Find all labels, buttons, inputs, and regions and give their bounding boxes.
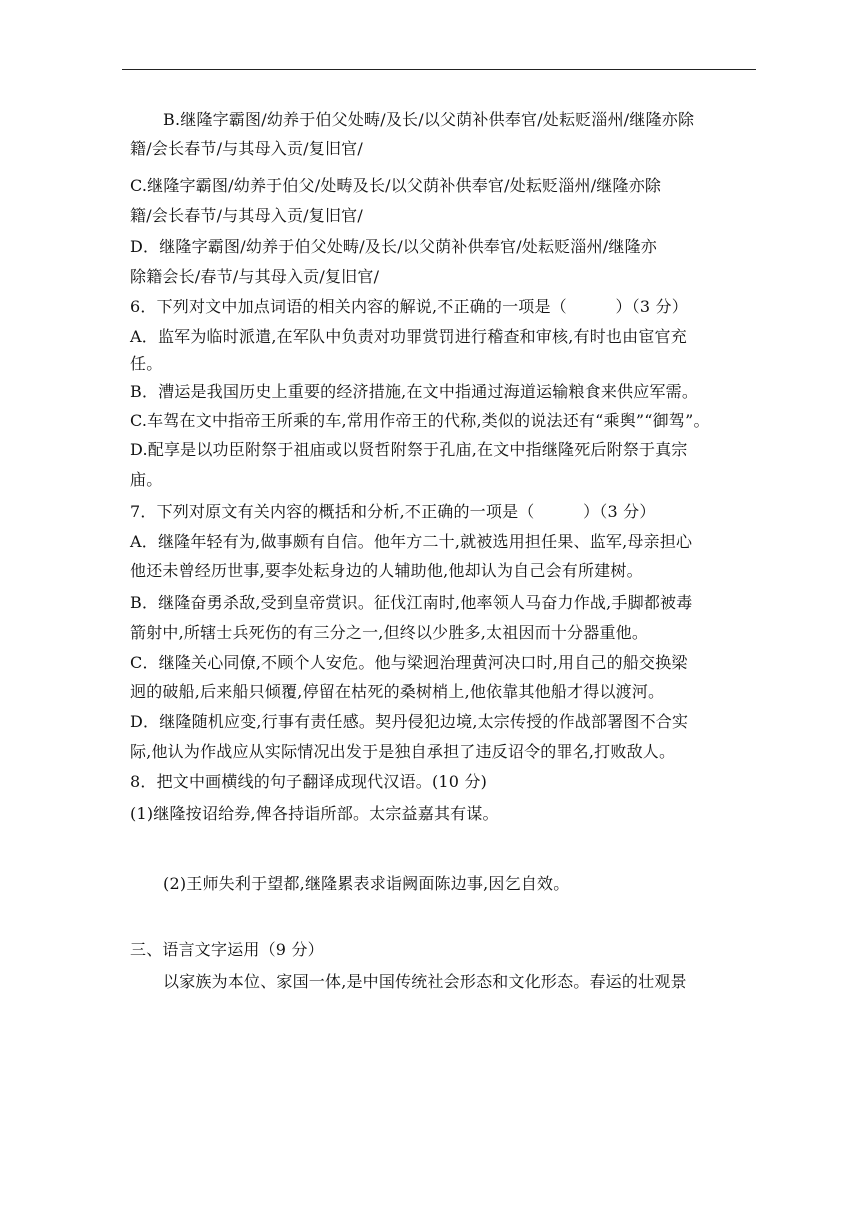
question-6-stem: 6．下列对文中加点词语的相关内容的解说,不正确的一项是（ ）（3 分） [130,297,688,316]
section-3-heading: 三、语言文字运用（9 分） [130,940,324,959]
q6-option-c: C.车驾在文中指帝王所乘的车,常用作帝王的代称,类似的说法还有“乘舆”“御驾”。 [130,411,710,430]
q7-option-b-line-1: B．继隆奋勇杀敌,受到皇帝赏识。征伐江南时,他率领人马奋力作战,手脚都被毒 [130,593,693,612]
q7-option-c-line-2: 迥的破船,后来船只倾覆,停留在枯死的桑树梢上,他依靠其他船才得以渡河。 [130,682,665,701]
q8-sentence-2: (2)王师失利于望都,继隆累表求诣阙面陈边事,因乞自效。 [163,874,570,893]
q7-option-a-line-2: 他还未曾经历世事,要李处耘身边的人辅助他,他却认为自己会有所建树。 [130,561,643,580]
question-7-stem: 7．下列对原文有关内容的概括和分析,不正确的一项是（ ）（3 分） [130,502,656,521]
option-b-line-2: 籍/会长春节/与其母入贡/复旧官/ [130,139,363,158]
section-3-passage-line-1: 以家族为本位、家国一体,是中国传统社会形态和文化形态。春运的壮观景 [163,972,687,991]
option-d-line-1: D．继隆字霸图/幼养于伯父处畴/及长/以父荫补供奉官/处耘贬淄州/继隆亦 [130,237,657,256]
header-rule [122,69,756,70]
q6-option-d-line-1: D.配享是以功臣附祭于祖庙或以贤哲附祭于孔庙,在文中指继隆死后附祭于真宗 [130,440,688,459]
q6-option-b: B．漕运是我国历史上重要的经济措施,在文中指通过海道运输粮食来供应军需。 [130,382,699,401]
q7-option-d-line-1: D．继隆随机应变,行事有责任感。契丹侵犯边境,太宗传授的作战部署图不合实 [130,712,689,731]
q6-option-a-line-1: A．监军为临时派遣,在军队中负责对功罪赏罚进行稽查和审核,有时也由宦官充 [130,327,687,346]
option-c-line-2: 籍/会长春节/与其母入贡/复旧官/ [130,206,363,225]
q6-option-d-line-2: 庙。 [130,470,163,489]
option-c-line-1: C.继隆字霸图/幼养于伯父/处畴及长/以父荫补供奉官/处耘贬淄州/继隆亦除 [130,176,662,195]
q7-option-a-line-1: A．继隆年轻有为,做事颇有自信。他年方二十,就被选用担任果、监军,母亲担心 [130,532,693,551]
option-d-line-2: 除籍会长/春节/与其母入贡/复旧官/ [130,267,380,286]
q7-option-c-line-1: C．继隆关心同僚,不顾个人安危。他与梁迥治理黄河决口时,用自己的船交换梁 [130,653,688,672]
question-8-stem: 8．把文中画横线的句子翻译成现代汉语。(10 分) [130,772,488,791]
option-b-line-1: B.继隆字霸图/幼养于伯父处畴/及长/以父荫补供奉官/处耘贬淄州/继隆亦除 [163,110,695,129]
q6-option-a-line-2: 任。 [130,354,163,373]
q8-sentence-1: (1)继隆按诏给券,俾各持诣所部。太宗益嘉其有谋。 [130,804,499,823]
q7-option-b-line-2: 箭射中,所辖士兵死伤的有三分之一,但终以少胜多,太祖因而十分器重他。 [130,623,649,642]
q7-option-d-line-2: 际,他认为作战应从实际情况出发于是独自承担了违反诏令的罪名,打败敌人。 [130,742,676,761]
